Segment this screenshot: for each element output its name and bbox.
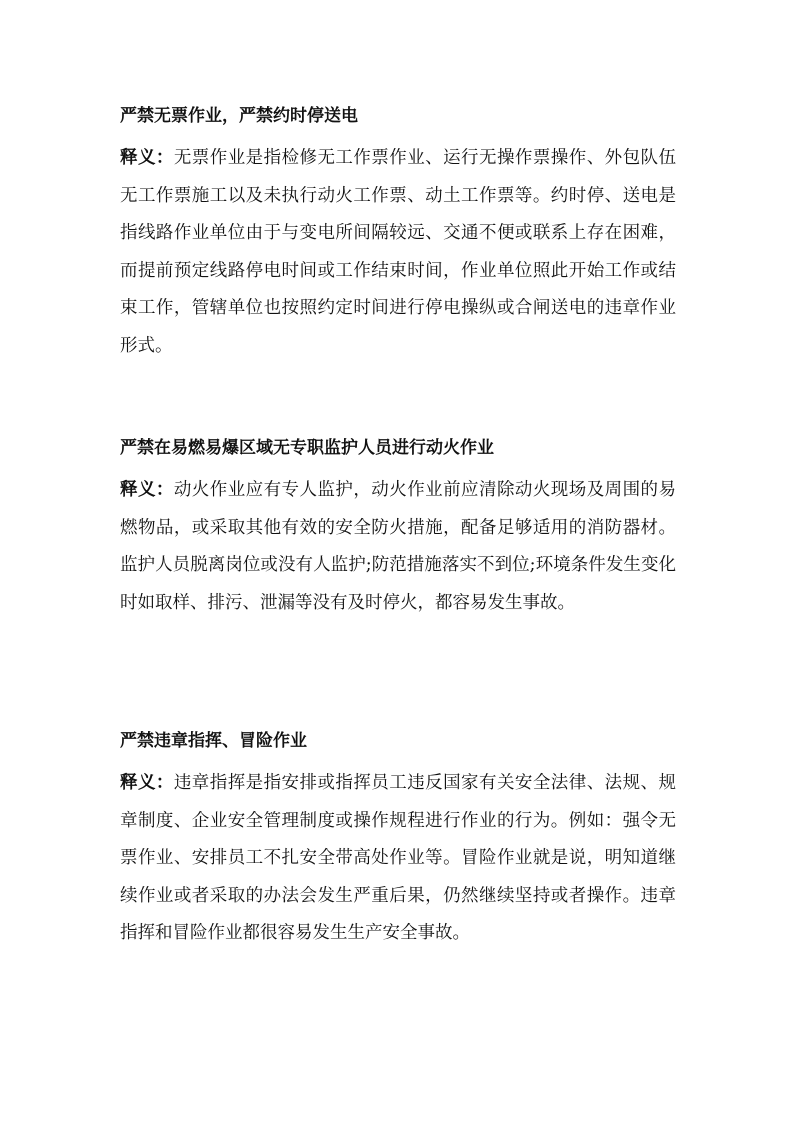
explanation-label: 释义： (120, 480, 174, 500)
rule-heading: 严禁在易燃易爆区域无专职监护人员进行动火作业 (120, 438, 494, 458)
explanation-label: 释义： (120, 148, 174, 168)
explanation-text: 违章指挥是指安排或指挥员工违反国家有关安全法律、法规、规章制度、企业安全管理制度或操作规程进行作业的行为。例如：强令无票作业、安排员工不扎安全带高处作业等。冒险作业就是说，明知道继续作业或者采取的办法会发生严重后果，仍然继续坚持或者操作。违章指挥和冒险作业都很容易发生生产安全事故。 (120, 773, 677, 943)
explanation-text: 动火作业应有专人监护，动火作业前应清除动火现场及周围的易燃物品，或采取其他有效的安全防火措施，配备足够适用的消防器材。监护人员脱离岗位或没有人监护;防范措施落实不到位;环境条件发生变化时如取样、排污、泄漏等没有及时停火，都容易发生事故。 (120, 480, 677, 613)
rule-explanation (120, 140, 676, 365)
rule-explanation (120, 765, 676, 953)
explanation-text: 无票作业是指检修无工作票作业、运行无操作票操作、外包队伍无工作票施工以及未执行动火工作票、动土工作票等。约时停、送电是指线路作业单位由于与变电所间隔较远、交通不便或联系上存在困难，而提前预定线路停电时间或工作结束时间，作业单位照此开始工作或结束工作，管辖单位也按照约定时间进行停电操纵或合闸送电的违章作业形式。 (120, 148, 677, 356)
explanation-label: 释义： (120, 773, 174, 793)
rule-section (120, 729, 676, 953)
rule-heading: 严禁无票作业，严禁约时停送电 (120, 106, 358, 126)
rule-heading: 严禁违章指挥、冒险作业 (120, 731, 307, 751)
rule-section (120, 436, 676, 622)
rule-section (120, 104, 676, 365)
rule-explanation (120, 472, 676, 622)
